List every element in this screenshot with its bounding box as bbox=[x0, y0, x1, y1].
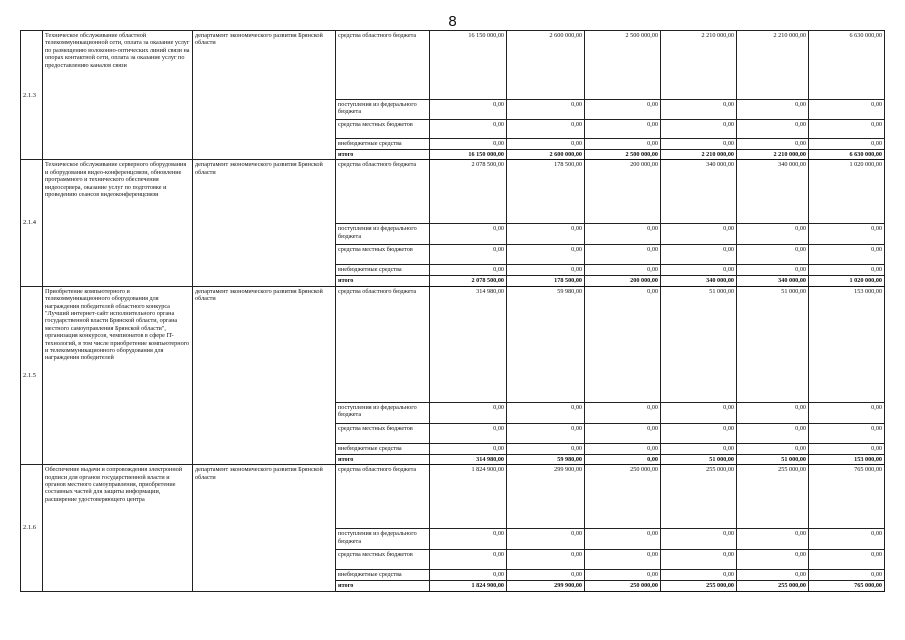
amount-cell: 51 000,00 bbox=[661, 454, 737, 464]
amount-cell: 0,00 bbox=[809, 423, 885, 443]
funding-source: средства местных бюджетов bbox=[336, 245, 430, 265]
amount-cell: 0,00 bbox=[430, 402, 507, 423]
funding-source: поступления из федерального бюджета bbox=[336, 100, 430, 120]
amount-cell: 0,00 bbox=[661, 139, 737, 150]
amount-cell: 0,00 bbox=[737, 570, 809, 581]
funding-source: поступления из федерального бюджета bbox=[336, 224, 430, 245]
table-row bbox=[21, 160, 885, 224]
amount-cell: 2 500 000,00 bbox=[585, 150, 661, 160]
amount-cell: 0,00 bbox=[507, 139, 585, 150]
amount-cell: 0,00 bbox=[809, 443, 885, 454]
amount-cell: 178 500,00 bbox=[507, 160, 585, 224]
amount-cell: 314 980,00 bbox=[430, 454, 507, 464]
amount-cell: 0,00 bbox=[809, 120, 885, 139]
amount-cell: 0,00 bbox=[661, 224, 737, 245]
amount-cell: 0,00 bbox=[585, 550, 661, 570]
page-number: 8 bbox=[448, 13, 457, 30]
amount-cell: 0,00 bbox=[661, 120, 737, 139]
amount-cell: 0,00 bbox=[737, 120, 809, 139]
item-executor: департамент экономического развития Брянской области bbox=[193, 465, 336, 591]
item-description: Техническое обслуживание областной телекоммуникационной сети, оплата за оказание услуг по размещению волоконно-оптических линий связи на опорах контактной сети, оплата за оказание услуг по предоставлению каналов связи bbox=[43, 31, 193, 160]
amount-cell: 0,00 bbox=[430, 443, 507, 454]
amount-cell: 0,00 bbox=[661, 100, 737, 120]
amount-cell: 0,00 bbox=[585, 120, 661, 139]
amount-cell: 0,00 bbox=[661, 570, 737, 581]
amount-cell: 0,00 bbox=[661, 550, 737, 570]
amount-cell: 200 000,00 bbox=[585, 160, 661, 224]
amount-cell: 0,00 bbox=[585, 265, 661, 276]
table-row bbox=[21, 286, 885, 402]
funding-source: средства областного бюджета bbox=[336, 31, 430, 100]
amount-cell: 0,00 bbox=[585, 529, 661, 550]
amount-cell: 0,00 bbox=[737, 265, 809, 276]
amount-cell: 250 000,00 bbox=[585, 465, 661, 529]
amount-cell: 0,00 bbox=[661, 443, 737, 454]
amount-cell: 0,00 bbox=[737, 139, 809, 150]
amount-cell: 0,00 bbox=[507, 423, 585, 443]
amount-cell: 0,00 bbox=[585, 286, 661, 402]
amount-cell: 2 500 000,00 bbox=[585, 31, 661, 100]
amount-cell: 2 210 000,00 bbox=[661, 31, 737, 100]
funding-source: итого bbox=[336, 454, 430, 464]
table-row bbox=[21, 465, 885, 529]
amount-cell: 0,00 bbox=[507, 224, 585, 245]
item-executor: департамент экономического развития Брянской области bbox=[193, 286, 336, 464]
amount-cell: 0,00 bbox=[809, 402, 885, 423]
amount-cell: 299 900,00 bbox=[507, 581, 585, 591]
item-index: 2.1.5 bbox=[21, 286, 43, 464]
amount-cell: 1 020 000,00 bbox=[809, 276, 885, 286]
amount-cell: 255 000,00 bbox=[661, 465, 737, 529]
amount-cell: 0,00 bbox=[507, 529, 585, 550]
funding-source: итого bbox=[336, 150, 430, 160]
item-index: 2.1.3 bbox=[21, 31, 43, 160]
amount-cell: 0,00 bbox=[430, 120, 507, 139]
funding-source: средства местных бюджетов bbox=[336, 423, 430, 443]
item-index: 2.1.4 bbox=[21, 160, 43, 286]
amount-cell: 0,00 bbox=[737, 245, 809, 265]
amount-cell: 340 000,00 bbox=[737, 276, 809, 286]
amount-cell: 299 900,00 bbox=[507, 465, 585, 529]
amount-cell: 0,00 bbox=[809, 224, 885, 245]
amount-cell: 0,00 bbox=[661, 402, 737, 423]
amount-cell: 255 000,00 bbox=[661, 581, 737, 591]
amount-cell: 0,00 bbox=[430, 570, 507, 581]
amount-cell: 0,00 bbox=[737, 423, 809, 443]
table-row bbox=[21, 31, 885, 100]
funding-source: итого bbox=[336, 581, 430, 591]
amount-cell: 0,00 bbox=[507, 550, 585, 570]
amount-cell: 0,00 bbox=[430, 100, 507, 120]
amount-cell: 2 210 000,00 bbox=[737, 150, 809, 160]
item-description: Приобретение компьютерного и телекоммуникационного оборудования для награждения победителей областного конкурса "Лучший интернет-сайт исполнительного органа государственной власти Брянской области, органа местного самоуправления Брянской области", организация конкурсов, чемпионатов в сфере IT- технологий, в том числе приобретение компьютерного и телекоммуникационного оборудования для награждения победителей bbox=[43, 286, 193, 464]
funding-source: средства областного бюджета bbox=[336, 286, 430, 402]
amount-cell: 51 000,00 bbox=[737, 454, 809, 464]
amount-cell: 153 000,00 bbox=[809, 286, 885, 402]
amount-cell: 765 000,00 bbox=[809, 465, 885, 529]
funding-source: внебюджетные средства bbox=[336, 570, 430, 581]
funding-source: средства областного бюджета bbox=[336, 465, 430, 529]
amount-cell: 0,00 bbox=[585, 402, 661, 423]
amount-cell: 0,00 bbox=[507, 570, 585, 581]
amount-cell: 0,00 bbox=[585, 443, 661, 454]
amount-cell: 0,00 bbox=[430, 265, 507, 276]
item-executor: департамент экономического развития Брянской области bbox=[193, 160, 336, 286]
amount-cell: 2 600 000,00 bbox=[507, 150, 585, 160]
amount-cell: 0,00 bbox=[737, 443, 809, 454]
amount-cell: 16 150 000,00 bbox=[430, 31, 507, 100]
amount-cell: 0,00 bbox=[809, 100, 885, 120]
amount-cell: 0,00 bbox=[585, 139, 661, 150]
amount-cell: 1 020 000,00 bbox=[809, 160, 885, 224]
budget-table bbox=[20, 30, 885, 592]
amount-cell: 0,00 bbox=[661, 265, 737, 276]
item-description: Техническое обслуживание серверного оборудования и оборудования видео-конференцсвязи, обновление программного и технического обеспечения видеосервера, оказание услуг по подготовке и проведению сеансов видеоконференцсвязи bbox=[43, 160, 193, 286]
amount-cell: 0,00 bbox=[585, 100, 661, 120]
amount-cell: 6 630 000,00 bbox=[809, 150, 885, 160]
funding-source: внебюджетные средства bbox=[336, 443, 430, 454]
funding-source: средства областного бюджета bbox=[336, 160, 430, 224]
amount-cell: 0,00 bbox=[737, 100, 809, 120]
amount-cell: 0,00 bbox=[430, 245, 507, 265]
amount-cell: 51 000,00 bbox=[661, 286, 737, 402]
amount-cell: 0,00 bbox=[430, 529, 507, 550]
amount-cell: 0,00 bbox=[430, 550, 507, 570]
amount-cell: 0,00 bbox=[737, 550, 809, 570]
amount-cell: 0,00 bbox=[809, 139, 885, 150]
funding-source: внебюджетные средства bbox=[336, 139, 430, 150]
amount-cell: 0,00 bbox=[737, 529, 809, 550]
funding-source: итого bbox=[336, 276, 430, 286]
amount-cell: 0,00 bbox=[585, 570, 661, 581]
amount-cell: 255 000,00 bbox=[737, 581, 809, 591]
amount-cell: 51 000,00 bbox=[737, 286, 809, 402]
amount-cell: 2 078 500,00 bbox=[430, 160, 507, 224]
amount-cell: 178 500,00 bbox=[507, 276, 585, 286]
item-description: Обеспечение выдачи и сопровождения электронной подписи для органов государственной власти и органов местного самоуправления, приобретение составных частей для защиты информации, расширение удостоверяющего центра bbox=[43, 465, 193, 591]
amount-cell: 59 980,00 bbox=[507, 286, 585, 402]
amount-cell: 153 000,00 bbox=[809, 454, 885, 464]
item-index: 2.1.6 bbox=[21, 465, 43, 591]
amount-cell: 0,00 bbox=[585, 224, 661, 245]
amount-cell: 2 210 000,00 bbox=[661, 150, 737, 160]
amount-cell: 0,00 bbox=[430, 139, 507, 150]
amount-cell: 0,00 bbox=[661, 245, 737, 265]
amount-cell: 1 824 900,00 bbox=[430, 581, 507, 591]
amount-cell: 0,00 bbox=[737, 224, 809, 245]
amount-cell: 16 150 000,00 bbox=[430, 150, 507, 160]
amount-cell: 765 000,00 bbox=[809, 581, 885, 591]
amount-cell: 0,00 bbox=[809, 550, 885, 570]
amount-cell: 0,00 bbox=[430, 423, 507, 443]
amount-cell: 340 000,00 bbox=[737, 160, 809, 224]
amount-cell: 6 630 000,00 bbox=[809, 31, 885, 100]
funding-source: средства местных бюджетов bbox=[336, 550, 430, 570]
amount-cell: 2 078 500,00 bbox=[430, 276, 507, 286]
amount-cell: 255 000,00 bbox=[737, 465, 809, 529]
amount-cell: 0,00 bbox=[809, 570, 885, 581]
amount-cell: 314 980,00 bbox=[430, 286, 507, 402]
amount-cell: 0,00 bbox=[585, 423, 661, 443]
amount-cell: 0,00 bbox=[507, 245, 585, 265]
funding-source: поступления из федерального бюджета bbox=[336, 402, 430, 423]
amount-cell: 0,00 bbox=[507, 443, 585, 454]
amount-cell: 0,00 bbox=[661, 423, 737, 443]
amount-cell: 0,00 bbox=[809, 265, 885, 276]
amount-cell: 0,00 bbox=[585, 245, 661, 265]
funding-source: поступления из федерального бюджета bbox=[336, 529, 430, 550]
amount-cell: 0,00 bbox=[507, 100, 585, 120]
amount-cell: 0,00 bbox=[809, 245, 885, 265]
amount-cell: 0,00 bbox=[507, 120, 585, 139]
amount-cell: 340 000,00 bbox=[661, 160, 737, 224]
amount-cell: 1 824 900,00 bbox=[430, 465, 507, 529]
amount-cell: 2 600 000,00 bbox=[507, 31, 585, 100]
amount-cell: 0,00 bbox=[737, 402, 809, 423]
item-executor: департамент экономического развития Брянской области bbox=[193, 31, 336, 160]
amount-cell: 0,00 bbox=[809, 529, 885, 550]
funding-source: средства местных бюджетов bbox=[336, 120, 430, 139]
amount-cell: 0,00 bbox=[585, 454, 661, 464]
amount-cell: 0,00 bbox=[507, 265, 585, 276]
amount-cell: 2 210 000,00 bbox=[737, 31, 809, 100]
amount-cell: 340 000,00 bbox=[661, 276, 737, 286]
amount-cell: 250 000,00 bbox=[585, 581, 661, 591]
amount-cell: 0,00 bbox=[507, 402, 585, 423]
amount-cell: 0,00 bbox=[430, 224, 507, 245]
amount-cell: 200 000,00 bbox=[585, 276, 661, 286]
amount-cell: 0,00 bbox=[661, 529, 737, 550]
funding-source: внебюджетные средства bbox=[336, 265, 430, 276]
amount-cell: 59 980,00 bbox=[507, 454, 585, 464]
